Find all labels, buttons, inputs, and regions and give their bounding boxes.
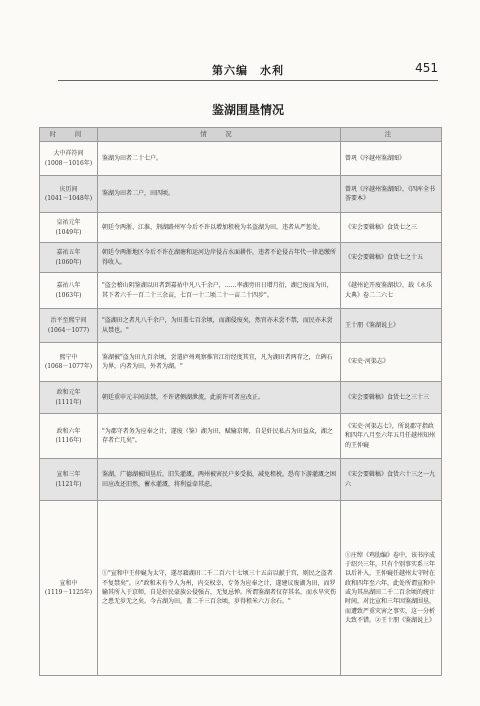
table-row [40,414,442,459]
row-time: 政和六年 (1116年) [40,414,98,459]
column-header-note: 注 [341,128,442,142]
row-time: 宣和中 (1119－1125年) [40,501,98,676]
row-time: 嘉祐八年 (1063年) [40,273,98,309]
row-note: 《宋会要辑稿》食货七之三十三 [341,382,442,414]
row-situation: ①"宣和中王仲嶷为太守，遂尽籍湖田二千二百六十七顷三十五亩以献于宫，则民之盗者不复禁矣"。②"政和末有令人为州，内交权幸，专务为应奉之计，遂建议废湖为田，而罗输其所入于京师，自是奸民豪族公侵强占，无复忌惮。所谓鉴湖者仅存其名，而水旱灾伤之患无岁无之矣。今占湖为田，盖二千三百余顷，岁得租米六万余石。" [98,501,341,676]
row-note: 《宋会要辑稿》食货七之三 [341,213,442,243]
row-time: 熙宁中 (1068－1077年) [40,343,98,382]
table-title: 鉴湖围垦情况 [211,103,284,117]
row-note: 《宋会要辑稿》食货七之十五 [341,243,442,273]
table-row [40,501,442,676]
row-note: 《越州论开废鉴湖状》，载《永乐大典》卷二二六七 [341,273,442,309]
page-number: 451 [415,61,438,75]
table-row [40,309,442,343]
row-situation: 朝廷重申元丰间法禁，不许诸侧湖泄流，此前许可者应改正。 [98,382,341,414]
row-situation: "为郡守者务为应奉之计，遂废（鉴）湖为田，赋输京师，自是奸民私占为田益众，湖之存者亡几矣"。 [98,414,341,459]
row-situation: 朝廷令两浙、江淮、荆湖路州军今后不许以增加租税为名盗湖为田，违者从严惩处。 [98,213,341,243]
row-time: 庆历间 (1041－1048年) [40,176,98,213]
row-situation: 朝廷令两浙地区今后不许在湖塘和运河边岸侵占水面耕作，违者不论侵占年代一律追缴所得收入。 [98,243,341,273]
table-row [40,213,442,243]
table-row [40,459,442,501]
row-time: 嘉祐五年 (1060年) [40,243,98,273]
table-row [40,142,442,176]
column-header-time: 时 间 [40,128,98,142]
row-note: 《宋史·河渠志》 [341,343,442,382]
row-time: 治平至熙宁间 (1064－1077) [40,309,98,343]
table-row [40,273,442,309]
row-time: 政和元年 (1111年) [40,382,98,414]
row-situation: "盗湖田之者凡八千余户，为田盖七百余顷，而湖侵废矣，然官亦未尝不禁，而民亦未尝从禁也。" [98,309,341,343]
column-header-situation: 情 况 [98,128,341,142]
row-situation: 鉴湖为田者二十七户。 [98,142,341,176]
row-time: 皇祐元年 (1049年) [40,213,98,243]
table-row [40,243,442,273]
table-row [40,343,442,382]
row-situation: 鉴湖，广德湖被围垦后，旧失灌溉，两州被害民户多受损，减免租税，恐苟下游灌溉之困田应改还旧然，蓄水灌溉，将利益牵其虑。 [98,459,341,501]
row-situation: "盗会稽山阴鉴湖以田者到嘉祐中凡八千余户，……率湖旁田日增月衍，湖已废而为田，其下者六千一百二十三余亩，七百一十二顷二十一亩二十四步"。 [98,273,341,309]
row-time: 宣和三年 (1121年) [40,459,98,501]
row-note: 曾巩《序越州鉴湖图》，《四库全书荟要本》 [341,176,442,213]
chapter-title: 第六编 水利 [212,64,284,77]
running-header [58,62,438,81]
table-row [40,382,442,414]
row-situation: 鉴湖为田者二户，田四顷。 [98,176,341,213]
row-note: 王十朋《鉴湖说上》 [341,309,442,343]
table-row [40,176,442,213]
reclamation-table [39,127,442,676]
row-situation: 鉴湖被"盗为田九百余顷，尝遣庐州观察推官江衍经度其宜，凡为湖田者两存之，立碑石为界，内者为田，外者为湖。" [98,343,341,382]
row-note: ①庄绰《鸡肋编》卷中，该书序成于绍兴三年，只有个别事实系三年以后补入，王仲嶷任越州太守时在政和四年至六年，此处所谓宣和中或为其出湖田二千二百余顷的统计时间，对比宣和三年因鉴湖围垦，而遭致严重灾害之事实，这一分析大致不错。②王十朋《鉴湖说上》 [341,501,442,676]
row-note: 曾巩《序越州鉴湖图》 [341,142,442,176]
table-header-row [40,128,442,142]
row-time: 大中祥符间 (1008－1016年) [40,142,98,176]
row-note: 《宋会要辑稿》食货六十三之一九六 [341,459,442,501]
row-note: 《宋史·河渠志七》，所说郡守指政和四年八月至六年五月任越州知州的王仲嶷 [341,414,442,459]
